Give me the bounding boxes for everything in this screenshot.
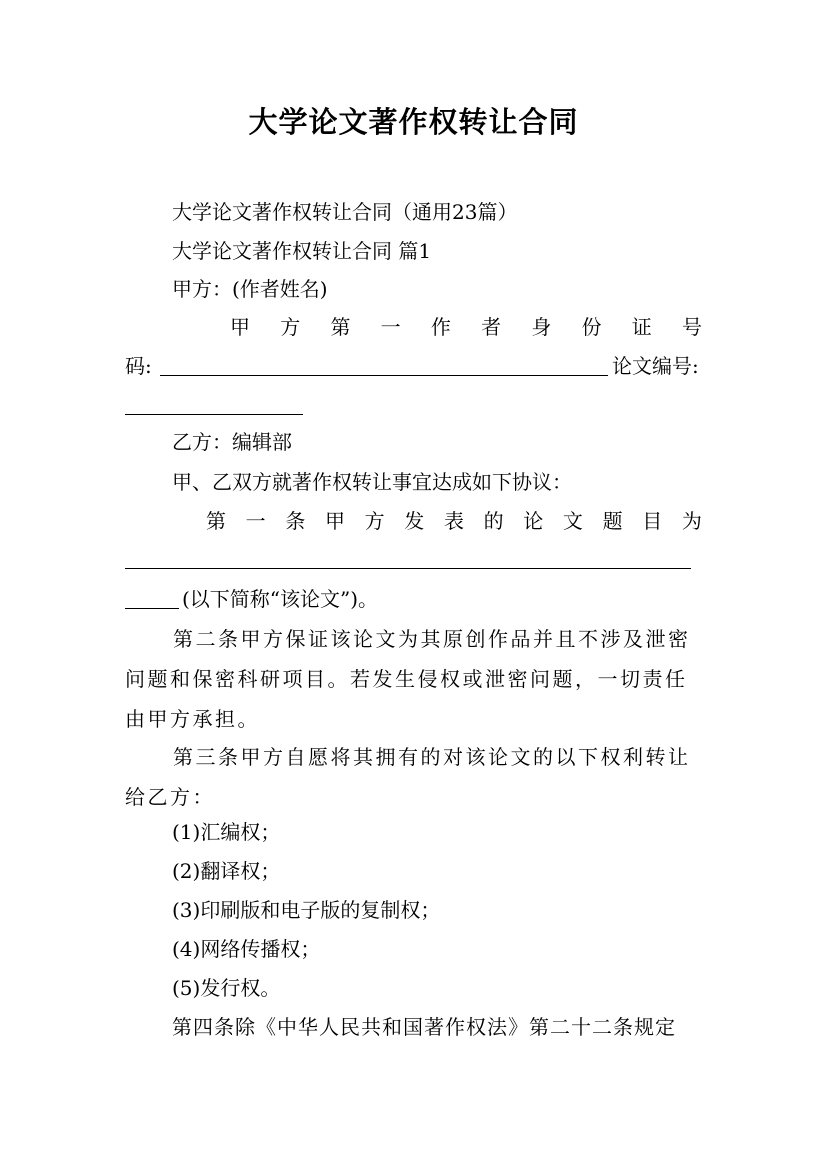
id-label-char: 甲 (230, 315, 250, 339)
article-1-char: 第 (206, 509, 226, 533)
id-label-char: 份 (581, 315, 602, 339)
article-1-line (206, 506, 702, 536)
right-item-3: (3)印刷版和电子版的复制权； (172, 898, 441, 922)
party-a-id-label (230, 312, 702, 342)
right-item-1: (1)汇编权； (172, 820, 281, 844)
id-label-char: 证 (631, 315, 652, 339)
id-label-char: 一 (380, 315, 401, 339)
id-code-line (125, 351, 152, 381)
id-label-char: 方 (280, 315, 301, 339)
paper-no-blank[interactable] (125, 392, 303, 415)
article-1-char: 题 (602, 509, 623, 533)
article-1-char: 方 (364, 509, 385, 533)
id-code-blank[interactable] (160, 353, 608, 376)
id-label-char: 号 (681, 315, 702, 339)
right-item-5: (5)发行权。 (172, 976, 281, 1000)
id-label-char: 作 (430, 315, 451, 339)
right-item-2: (2)翻译权； (172, 859, 281, 883)
agreement-intro: 甲、乙双方就著作权转让事宜达成如下协议： (172, 470, 572, 494)
document-subtitle: 大学论文著作权转让合同（通用23篇） (172, 200, 518, 224)
article-1-char: 为 (681, 509, 702, 533)
paper-no-label: 论文编号: (612, 354, 699, 378)
party-b-line: 乙方：编辑部 (172, 430, 292, 454)
id-label-char: 第 (330, 315, 351, 339)
document-title: 大学论文著作权转让合同 (248, 105, 579, 139)
article-3: 第三条甲方自愿将其拥有的对该论文的以下权利转让给乙方： (125, 745, 691, 809)
article-1-char: 目 (642, 509, 663, 533)
id-label-char: 者 (481, 315, 502, 339)
party-a-line: 甲方：(作者姓名) (172, 277, 328, 301)
section-heading: 大学论文著作权转让合同 篇1 (172, 239, 432, 263)
article-1-char: 的 (483, 509, 504, 533)
article-1-char: 表 (443, 509, 464, 533)
paper-title-blank-cont[interactable] (125, 586, 179, 609)
article-1-tail: (以下简称“该论文”)。 (182, 587, 379, 611)
article-1-char: 发 (404, 509, 425, 533)
article-1-char: 条 (285, 509, 306, 533)
article-2: 第二条甲方保证该论文为其原创作品并且不涉及泄密问题和保密科研项目。若发生侵权或泄密问题，一切责任由甲方承担。 (125, 627, 691, 731)
paper-title-blank[interactable] (125, 546, 691, 569)
id-label-char: 身 (531, 315, 552, 339)
article-1-char: 甲 (324, 509, 345, 533)
article-1-char: 一 (245, 509, 266, 533)
article-1-char: 文 (562, 509, 583, 533)
id-code-prefix: 码: (125, 354, 152, 378)
right-item-4: (4)网络传播权； (172, 937, 321, 961)
article-4: 第四条除《中华人民共和国著作权法》第二十二条规定 (172, 1015, 676, 1039)
article-1-char: 论 (523, 509, 544, 533)
